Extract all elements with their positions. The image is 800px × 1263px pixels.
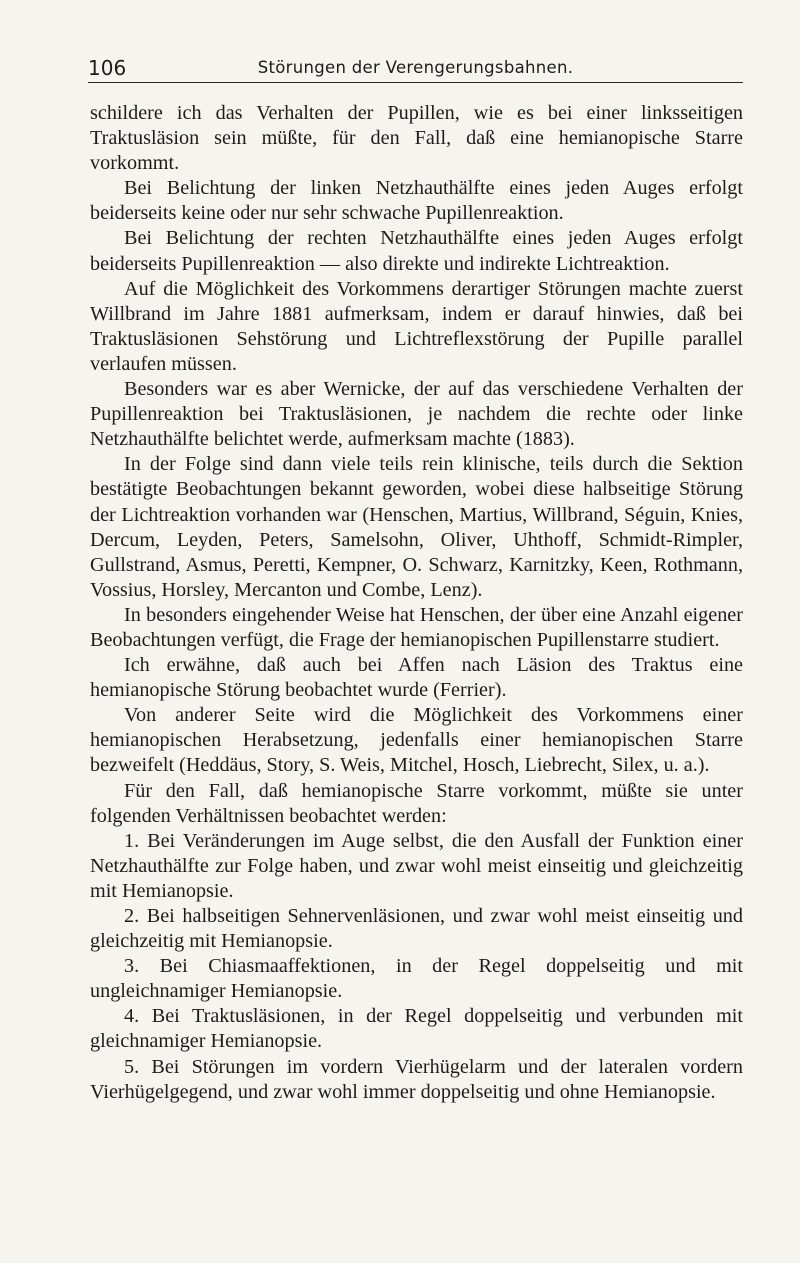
page-number: 106: [88, 56, 127, 80]
page-header: [88, 52, 743, 83]
list-item: 3. Bei Chiasmaaffektionen, in der Regel doppelseitig und mit ungleichnamiger Hemianopsie.: [90, 955, 743, 1003]
paragraph: Von anderer Seite wird die Möglichkeit des Vorkommens einer hemianopischen Herabsetzung, jedenfalls einer hemianopischen Starre bezweifelt (Heddäus, Story, S. Weis, Mitchel, Hosch, Liebrecht, Silex, u. a.).: [90, 704, 743, 777]
paragraph: Bei Belichtung der linken Netzhauthälfte eines jeden Auges erfolgt beiderseits keine oder nur sehr schwache Pupillenreaktion.: [90, 177, 743, 225]
list-item: 2. Bei halbseitigen Sehnervenläsionen, und zwar wohl meist einseitig und gleichzeitig mit Hemianopsie.: [90, 905, 743, 953]
list-item: 5. Bei Störungen im vordern Vierhügelarm und der lateralen vordern Vierhügelgegend, und zwar wohl immer doppelseitig und ohne Hemianopsie.: [90, 1055, 743, 1103]
paragraph: Bei Belichtung der rechten Netzhauthälfte eines jeden Auges erfolgt beiderseits Pupillenreaktion — also direkte und indirekte Lichtreaktion.: [90, 227, 743, 275]
paragraph: In besonders eingehender Weise hat Henschen, der über eine Anzahl eigener Beobachtungen verfügt, die Frage der hemianopischen Pupillenstarre studiert.: [90, 603, 743, 651]
paragraph: In der Folge sind dann viele teils rein klinische, teils durch die Sektion bestätigte Beobachtungen bekannt geworden, wobei diese halbseitige Störung der Lichtreaktion vorhanden war (Henschen, Martius, Willbrand, Séguin, Knies, Dercum, Leyden, Peters, Samelsohn, Oliver, Uhthoff, Schmidt-Rimpler, Gullstrand, Asmus, Peretti, Kempner, O. Schwarz, Karnitzky, Keen, Rothmann, Vossius, Horsley, Mercanton und Combe, Lenz).: [90, 453, 743, 601]
running-head: Störungen der Verengerungsbahnen.: [257, 58, 574, 77]
paragraph: Ich erwähne, daß auch bei Affen nach Läsion des Traktus eine hemianopische Störung beobachtet wurde (Ferrier).: [90, 654, 743, 702]
list-item: 1. Bei Veränderungen im Auge selbst, die den Ausfall der Funktion einer Netzhauthälfte zur Folge haben, und zwar wohl meist einseitig und gleichzeitig mit Hemianopsie.: [90, 829, 743, 902]
body-text: [90, 101, 743, 1105]
paragraph: Besonders war es aber Wernicke, der auf das verschiedene Verhalten der Pupillenreaktion bei Traktusläsionen, je nachdem die rechte oder linke Netzhauthälfte belichtet werde, aufmerksam machte (1883).: [90, 378, 743, 451]
paragraph: schildere ich das Verhalten der Pupillen, wie es bei einer linksseitigen Traktusläsion sein müßte, für den Fall, daß eine hemianopische Starre vorkommt.: [90, 102, 743, 175]
paragraph: Auf die Möglichkeit des Vorkommens derartiger Störungen machte zuerst Willbrand im Jahre 1881 aufmerksam, indem er darauf hinwies, daß bei Traktusläsionen Sehstörung und Lichtreflexstörung der Pupille parallel verlaufen müssen.: [90, 277, 743, 375]
paragraph: Für den Fall, daß hemianopische Starre vorkommt, müßte sie unter folgenden Verhältnissen beobachtet werden:: [90, 779, 743, 827]
list-item: 4. Bei Traktusläsionen, in der Regel doppelseitig und verbunden mit gleichnamiger Hemianopsie.: [90, 1005, 743, 1053]
